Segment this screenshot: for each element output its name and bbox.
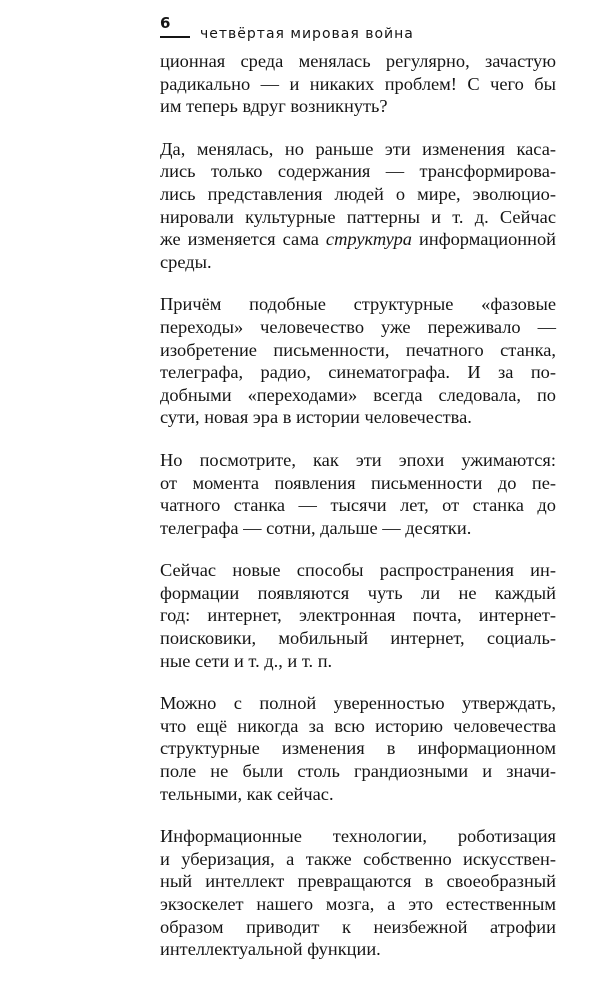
text-line: год: интернет, электронная почта, интернет- bbox=[160, 605, 556, 626]
text-line: ный интеллект превращаются в своеобразный bbox=[160, 871, 556, 892]
text-line: телеграфа — сотни, дальше — десятки. bbox=[160, 517, 472, 538]
page-number: 6 bbox=[160, 14, 171, 32]
running-title: четвёртая мировая война bbox=[200, 26, 414, 42]
text-fragment: же изменяется сама bbox=[160, 229, 326, 250]
page-number-rule bbox=[160, 36, 190, 38]
text-line: лись только содержания — трансформирова- bbox=[160, 161, 556, 182]
emphasis-word: структура bbox=[325, 229, 412, 250]
text-line: телеграфа, радио, синематографа. И за по- bbox=[160, 362, 556, 383]
text-line: ционная среда менялась регулярно, зачастую bbox=[160, 51, 556, 71]
running-header bbox=[160, 14, 560, 44]
text-line: структурные изменения в информационном bbox=[160, 738, 556, 759]
text-line: Можно с полной уверенностью утверждать, bbox=[160, 693, 556, 714]
text-line: образом приводит к неизбежной атрофии bbox=[160, 916, 556, 937]
text-line: поле не были столь грандиозными и значи- bbox=[160, 761, 556, 782]
text-line: сути, новая эра в истории человечества. bbox=[160, 407, 472, 428]
text-line: добными «переходами» всегда следовала, по bbox=[160, 384, 556, 405]
text-line: Причём подобные структурные «фазовые bbox=[160, 294, 556, 315]
text-line: от момента появления письменности до пе- bbox=[160, 472, 556, 493]
text-line-with-emphasis bbox=[160, 228, 556, 251]
paragraph-1 bbox=[160, 50, 556, 118]
body-text bbox=[160, 50, 556, 981]
text-fragment: информационной bbox=[411, 229, 556, 250]
text-line: лись представления людей о мире, эволюцио- bbox=[160, 183, 556, 204]
text-line: экзоскелет нашего мозга, а это естественным bbox=[160, 894, 556, 914]
text-line: среды. bbox=[160, 251, 212, 272]
text-line: переходы» человечество уже переживало — bbox=[160, 316, 556, 337]
text-line: нировали культурные паттерны и т. д. Сейчас bbox=[160, 206, 556, 227]
paragraph-4 bbox=[160, 449, 556, 539]
text-line: радикально — и никаких проблем! С чего бы bbox=[160, 73, 556, 94]
text-line: изобретение письменности, печатного станка, bbox=[160, 339, 556, 360]
text-line: Да, менялась, но раньше эти изменения каса- bbox=[160, 138, 556, 159]
text-line: Но посмотрите, как эти эпохи ужимаются: bbox=[160, 449, 556, 470]
paragraph-5 bbox=[160, 559, 556, 672]
paragraph-7 bbox=[160, 825, 556, 961]
text-line: чатного станка — тысячи лет, от станка до bbox=[160, 495, 556, 516]
text-line: и уберизация, а также собственно искусствен- bbox=[160, 848, 556, 869]
text-line: Информационные технологии, роботизация bbox=[160, 826, 556, 847]
paragraph-3 bbox=[160, 293, 556, 429]
text-line: интеллектуальной функции. bbox=[160, 939, 381, 960]
paragraph-2 bbox=[160, 138, 556, 274]
text-line: формации появляются чуть ли не каждый bbox=[160, 582, 556, 603]
text-line: тельными, как сейчас. bbox=[160, 783, 334, 804]
text-line: что ещё никогда за всю историю человечества bbox=[160, 715, 556, 736]
text-line: поисковики, мобильный интернет, социаль- bbox=[160, 628, 556, 649]
text-line: Сейчас новые способы распространения ин- bbox=[160, 560, 556, 581]
text-line: ные сети и т. д., и т. п. bbox=[160, 650, 333, 671]
text-line: им теперь вдруг возникнуть? bbox=[160, 96, 388, 117]
paragraph-6 bbox=[160, 692, 556, 805]
